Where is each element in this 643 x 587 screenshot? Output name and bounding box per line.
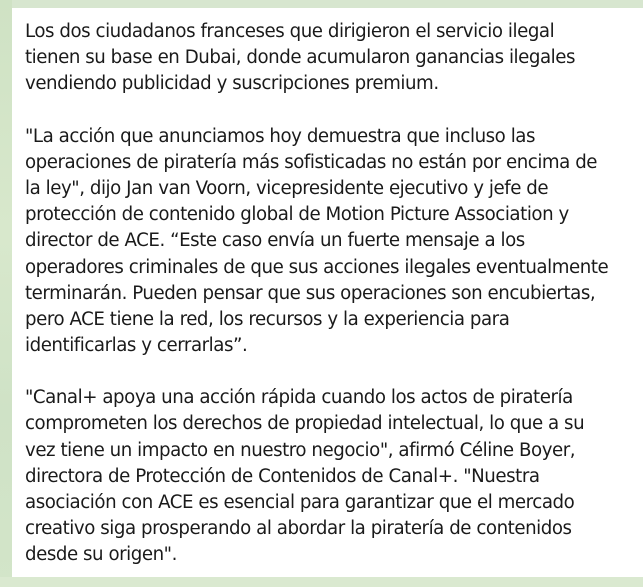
text-line: protección de contenido global de Motion Picture Association y xyxy=(25,204,569,226)
text-line: desde su origen". xyxy=(25,544,177,566)
text-line: Los dos ciudadanos franceses que dirigieron el servicio ilegal xyxy=(25,21,555,42)
text-line: "La acción que anunciamos hoy demuestra que incluso las xyxy=(25,125,536,147)
message-paragraph-1 xyxy=(25,19,643,98)
text-line: terminarán. Pueden pensar que sus operaciones son encubiertas, xyxy=(25,282,596,304)
text-line: vendiendo publicidad y suscripciones premium. xyxy=(25,73,439,95)
message-paragraph-3 xyxy=(25,385,643,568)
text-line: la ley", dijo Jan van Voorn, vicepresidente ejecutivo y jefe de xyxy=(25,177,549,199)
message-paragraph-2 xyxy=(25,124,643,360)
chat-background-top xyxy=(0,0,643,8)
text-line: "Canal+ apoya una acción rápida cuando los actos de piratería xyxy=(25,387,573,409)
text-line: identificarlas y cerrarlas”. xyxy=(25,335,248,357)
text-line: vez tiene un impacto en nuestro negocio", afirmó Céline Boyer, xyxy=(25,439,576,461)
text-line: asociación con ACE es esencial para garantizar que el mercado xyxy=(25,492,575,513)
text-line: creativo siga prosperando al abordar la piratería de contenidos xyxy=(25,518,572,540)
message-bubble xyxy=(12,8,643,577)
chat-background-left xyxy=(0,0,12,587)
chat-background-bottom xyxy=(0,577,643,587)
text-line: operadores criminales de que sus acciones ilegales eventualmente xyxy=(25,256,609,278)
text-line: pero ACE tiene la red, los recursos y la experiencia para xyxy=(25,308,510,330)
text-line: director de ACE. “Este caso envía un fuerte mensaje a los xyxy=(25,230,525,252)
text-line: tienen su base en Dubai, donde acumularon ganancias ilegales xyxy=(25,47,576,69)
text-line: directora de Protección de Contenidos de Canal+. "Nuestra xyxy=(25,465,540,487)
text-line: operaciones de piratería más sofisticadas no están por encima de xyxy=(25,151,598,173)
text-line: comprometen los derechos de propiedad intelectual, lo que a su xyxy=(25,413,585,435)
paragraph-gap xyxy=(25,98,643,124)
paragraph-gap xyxy=(25,359,643,385)
